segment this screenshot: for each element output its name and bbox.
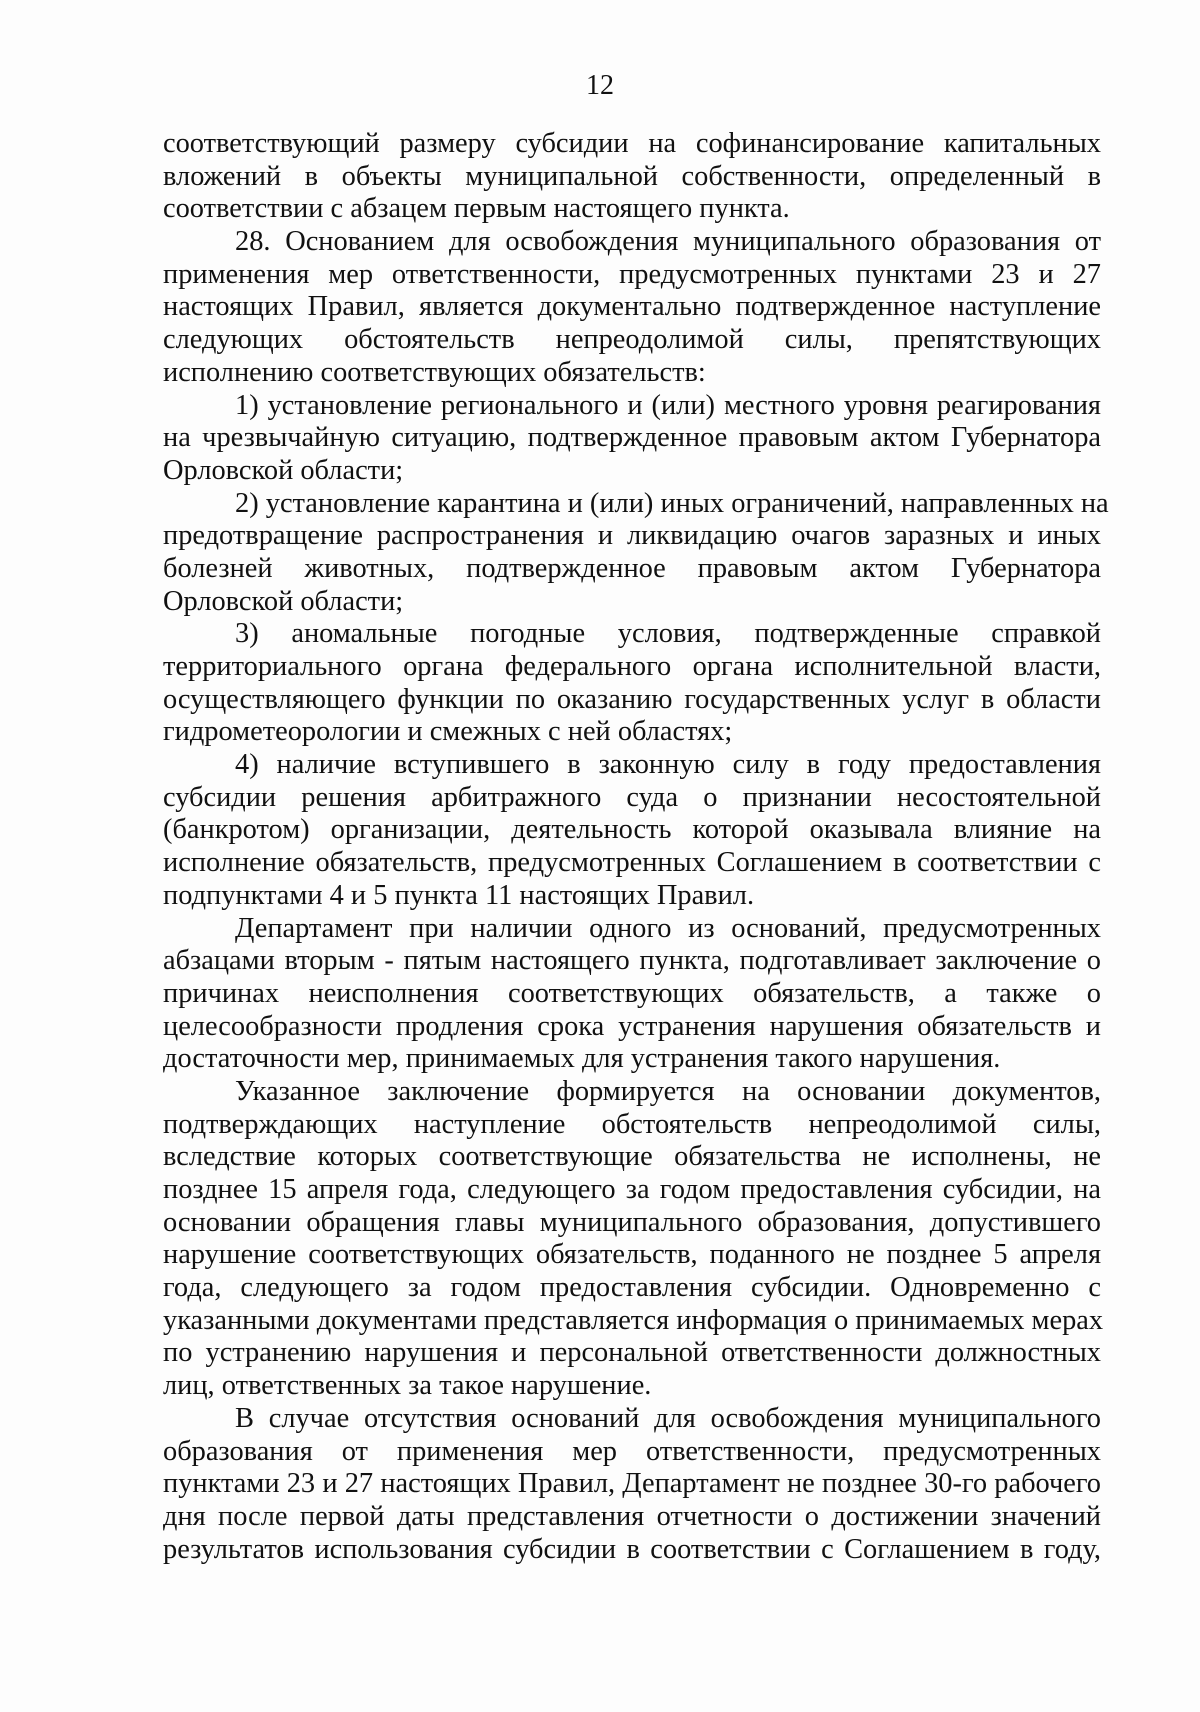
text-line: результатов использования субсидии в соответствии с Соглашением в году,: [163, 1533, 1101, 1565]
text-line: настоящих Правил, является документально подтвержденное наступление: [163, 291, 1101, 323]
text-line: подтверждающих наступление обстоятельств непреодолимой силы,: [163, 1108, 1101, 1140]
text-line: исполнению соответствующих обязательств:: [163, 356, 706, 388]
text-line: вложений в объекты муниципальной собственности, определенный в: [163, 160, 1101, 192]
text-line: 28. Основанием для освобождения муниципального образования от: [235, 226, 1101, 258]
paragraph-subitem-2: [163, 487, 1109, 619]
text-line: 2) установление карантина и (или) иных ограничений, направленных на: [235, 487, 1109, 519]
document-body: [163, 128, 1109, 1566]
text-line: 4) наличие вступившего в законную силу в году предоставления: [235, 749, 1101, 781]
paragraph-absence-of-grounds: [163, 1403, 1101, 1566]
text-line: основании обращения главы муниципального образования, допустившего: [163, 1206, 1101, 1238]
text-line: (банкротом) организации, деятельность которой оказывала влияние на: [163, 814, 1101, 846]
text-line: лиц, ответственных за такое нарушение.: [163, 1370, 652, 1402]
text-line: предотвращение распространения и ликвидацию очагов заразных и иных: [163, 520, 1101, 552]
text-line: территориального органа федерального органа исполнительной власти,: [163, 651, 1101, 682]
text-line: на чрезвычайную ситуацию, подтвержденное правовым актом Губернатора: [163, 422, 1101, 454]
text-line: нарушение соответствующих обязательств, поданного не позднее 5 апреля: [163, 1239, 1101, 1271]
paragraph-continuation: [163, 128, 1101, 226]
text-line: дня после первой даты представления отчетности о достижении значений: [163, 1500, 1101, 1532]
text-line: образования от применения мер ответственности, предусмотренных: [163, 1435, 1101, 1467]
text-line: Департамент при наличии одного из оснований, предусмотренных: [235, 912, 1101, 944]
text-line: субсидии решения арбитражного суда о признании несостоятельной: [163, 781, 1101, 813]
paragraph-conclusion-basis: [163, 1075, 1104, 1403]
paragraph-department-conclusion: [163, 913, 1101, 1076]
page-number: 12: [586, 70, 614, 101]
text-line: осуществляющего функции по оказанию государственных услуг в области: [163, 683, 1101, 715]
text-line: подпунктами 4 и 5 пункта 11 настоящих Правил.: [163, 879, 755, 911]
text-line: Орловской области;: [163, 585, 404, 617]
paragraph-item-28: [163, 226, 1101, 389]
text-line: позднее 15 апреля года, следующего за годом предоставления субсидии, на: [163, 1174, 1101, 1205]
text-line: 3) аномальные погодные условия, подтвержденные справкой: [235, 618, 1101, 650]
paragraph-subitem-3: [163, 618, 1101, 749]
text-line: указанными документами представляется информация о принимаемых мерах: [163, 1304, 1104, 1336]
text-line: применения мер ответственности, предусмотренных пунктами 23 и 27: [163, 258, 1101, 290]
text-line: соответствующий размеру субсидии на софинансирование капитальных: [163, 128, 1101, 159]
text-line: по устранению нарушения и персональной ответственности должностных: [163, 1337, 1101, 1369]
text-line: целесообразности продления срока устранения нарушения обязательств и: [163, 1010, 1101, 1042]
text-line: следующих обстоятельств непреодолимой силы, препятствующих: [163, 324, 1101, 356]
text-line: гидрометеорологии и смежных с ней областях;: [163, 716, 733, 748]
paragraph-subitem-1: [163, 390, 1101, 488]
text-line: В случае отсутствия оснований для освобождения муниципального: [235, 1402, 1101, 1434]
text-line: Указанное заключение формируется на основании документов,: [235, 1075, 1101, 1107]
text-line: болезней животных, подтвержденное правовым актом Губернатора: [163, 552, 1101, 584]
text-line: пунктами 23 и 27 настоящих Правил, Департамент не позднее 30-го рабочего: [163, 1468, 1101, 1500]
text-line: исполнение обязательств, предусмотренных Соглашением в соответствии с: [163, 847, 1101, 879]
text-line: года, следующего за годом предоставления субсидии. Одновременно с: [163, 1272, 1101, 1304]
text-line: Орловской области;: [163, 454, 404, 486]
text-line: 1) установление регионального и (или) местного уровня реагирования: [235, 389, 1101, 421]
text-line: причинах неисполнения соответствующих обязательств, а также о: [163, 977, 1101, 1009]
text-line: достаточности мер, принимаемых для устранения такого нарушения.: [163, 1043, 1001, 1075]
text-line: вследствие которых соответствующие обязательства не исполнены, не: [163, 1141, 1101, 1173]
paragraph-subitem-4: [163, 749, 1101, 912]
text-line: абзацами вторым - пятым настоящего пункта, подготавливает заключение о: [163, 945, 1101, 977]
text-line: соответствии с абзацем первым настоящего пункта.: [163, 193, 790, 225]
